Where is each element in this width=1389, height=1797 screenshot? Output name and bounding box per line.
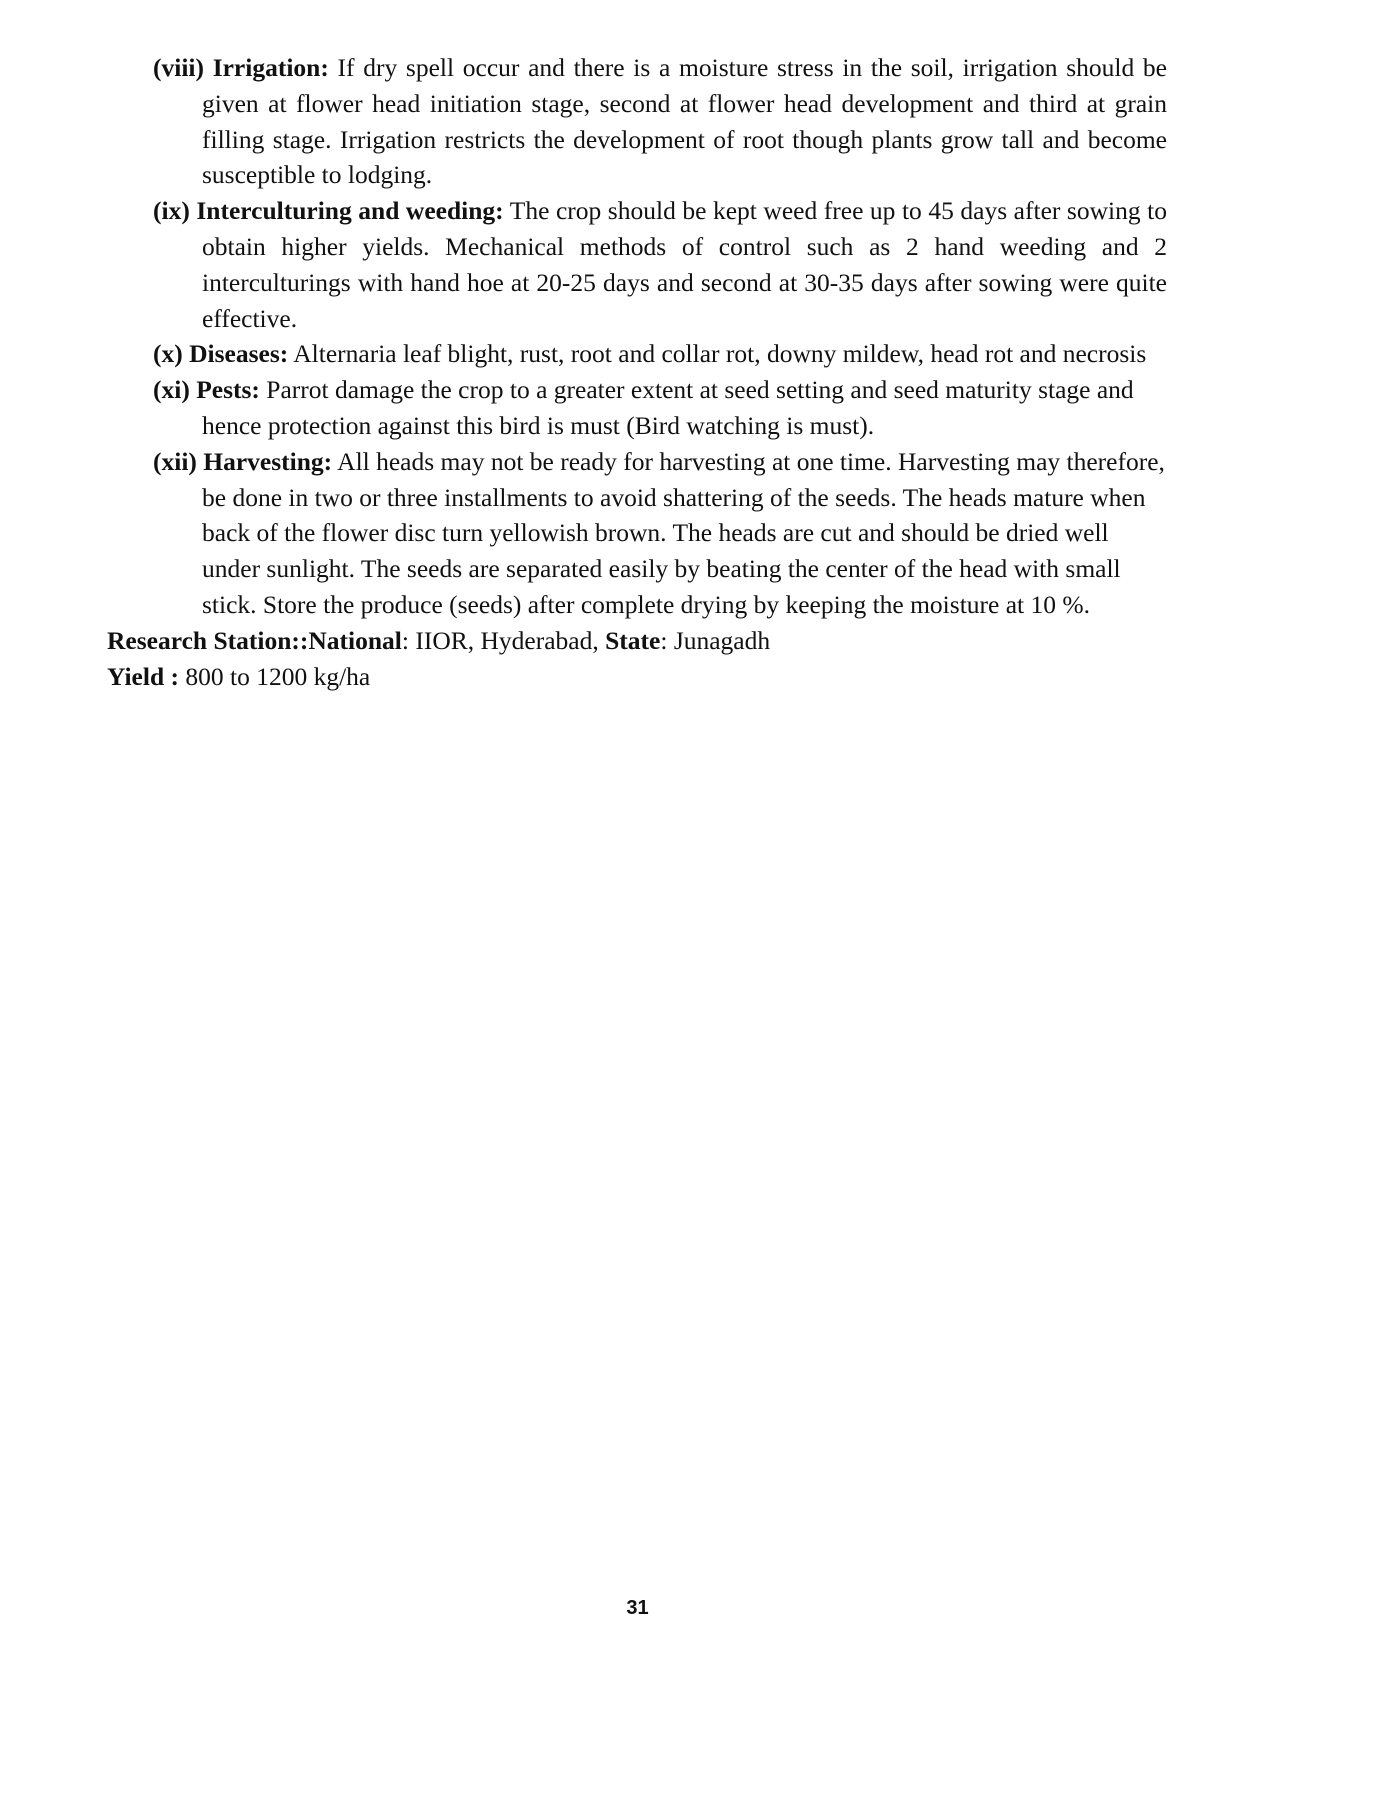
research-station-line [107, 623, 1167, 659]
harvesting-label: (xii) Harvesting: [153, 446, 333, 476]
harvesting-text: All heads may not be ready for harvesting at one time. Harvesting may therefore, be done in two or three installments to avoid shattering of the seeds. The heads mature when back of the flower disc turn yellowish brown. The heads are cut and should be dried well under sunlight. The seeds are separated easily by beating the center of the head with small stick. Store the produce (seeds) after complete drying by keeping the moisture at 10 %. [202, 446, 1165, 619]
interculturing-weeding-text: The crop should be kept weed free up to 45 days after sowing to obtain higher yields. Mechanical methods of control such as 2 hand weeding and 2 interculturings with hand hoe at 20-25 days and second at 30-35 days after sowing were quite effective. [202, 196, 1167, 333]
pests-item [153, 372, 1167, 444]
interculturing-weeding-label: (ix) Interculturing and weeding: [153, 196, 504, 226]
harvesting-item [153, 444, 1167, 623]
diseases-item [153, 336, 1167, 372]
research-station-state-value: : Junagadh [660, 625, 771, 655]
pests-text: Parrot damage the crop to a greater extent at seed setting and seed maturity stage and hence protection against this bird is must (Bird watching is must). [202, 375, 1134, 440]
diseases-label: (x) Diseases: [153, 339, 289, 369]
irrigation-item [153, 50, 1167, 193]
research-station-national-value: : IIOR, Hyderabad, [401, 625, 606, 655]
yield-line [107, 659, 1167, 695]
yield-value: 800 to 1200 kg/ha [179, 661, 371, 691]
research-station-state-label: State [605, 625, 661, 655]
pests-label: (xi) Pests: [153, 375, 260, 405]
yield-label: Yield : [107, 661, 180, 691]
document-body [107, 50, 1167, 694]
research-station-label: Research Station::National [107, 625, 402, 655]
page-number: 31 [626, 1597, 649, 1619]
irrigation-label: (viii) Irrigation: [153, 53, 329, 82]
irrigation-text: If dry spell occur and there is a moisture stress in the soil, irrigation should be given at flower head initiation stage, second at flower head development and third at grain filling stage. Irrigation restricts the development of root though plants grow tall and become susceptible to lodging. [202, 53, 1167, 190]
interculturing-weeding-item [153, 193, 1167, 336]
diseases-text: Alternaria leaf blight, rust, root and collar rot, downy mildew, head rot and necrosis [293, 339, 1147, 369]
